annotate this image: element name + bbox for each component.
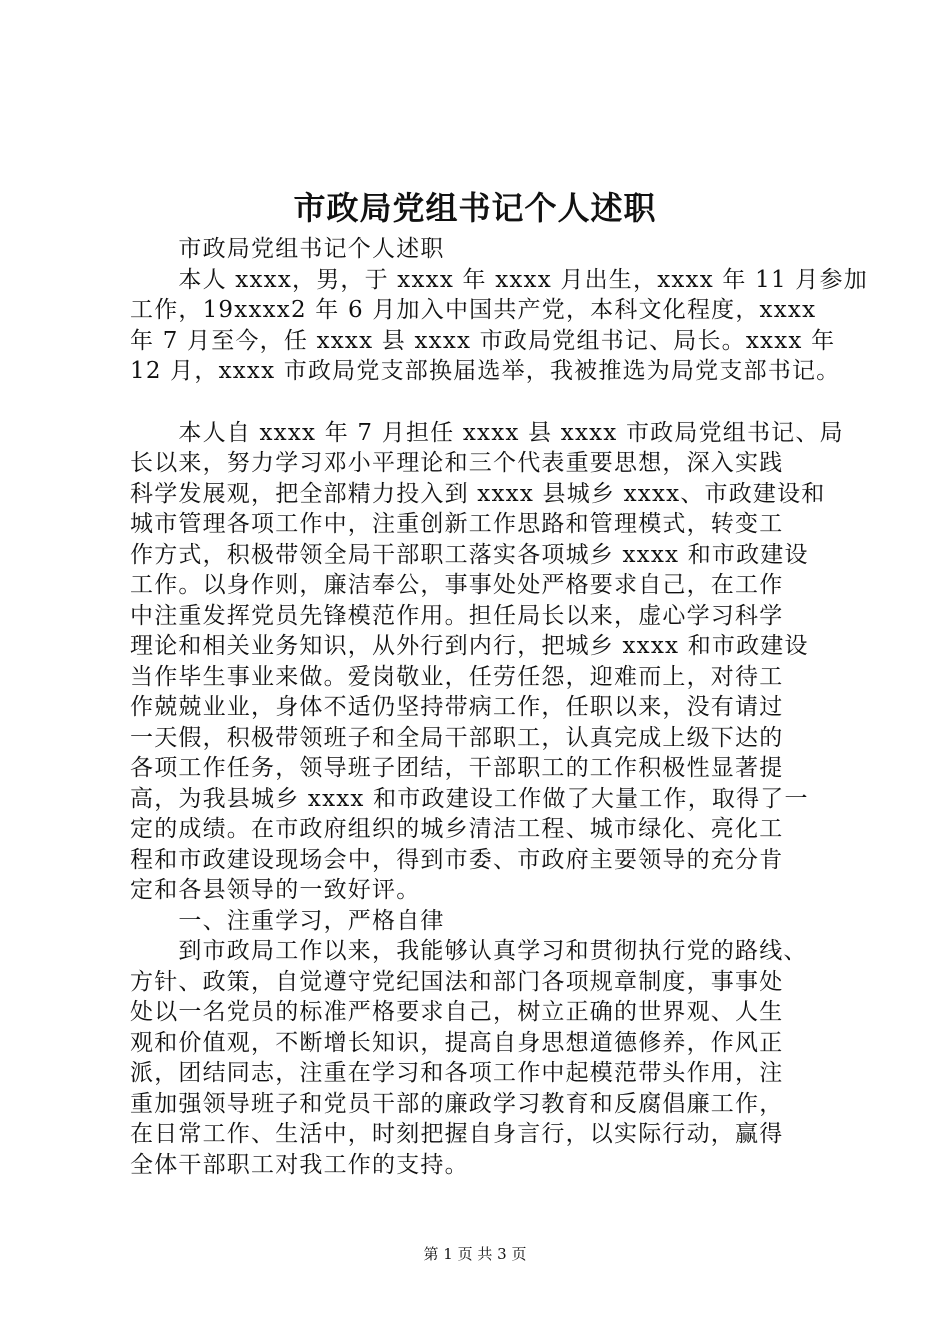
document-body bbox=[130, 234, 868, 1180]
body-line: 当作毕生事业来做。爱岗敬业，任劳任怨，迎难而上，对待工 bbox=[130, 663, 784, 690]
body-line: 理论和相关业务知识，从外行到内行，把城乡 xxxx 和市政建设 bbox=[130, 633, 809, 659]
body-line: 重加强领导班子和党员干部的廉政学习教育和反腐倡廉工作， bbox=[130, 1090, 784, 1117]
body-line: 12 月，xxxx 市政局党支部换届选举，我被推选为局党支部书记。 bbox=[130, 358, 841, 384]
section-heading: 一、注重学习，严格自律 bbox=[130, 907, 445, 934]
body-line: 科学发展观，把全部精力投入到 xxxx 县城乡 xxxx、市政建设和 bbox=[130, 480, 826, 507]
body-line: 长以来，努力学习邓小平理论和三个代表重要思想，深入实践 bbox=[130, 450, 784, 476]
body-line: 城市管理各项工作中，注重创新工作思路和管理模式，转变工 bbox=[130, 511, 784, 537]
body-line: 高，为我县城乡 xxxx 和市政建设工作做了大量工作，取得了一 bbox=[130, 785, 809, 812]
body-line: 各项工作任务，领导班子团结，干部职工的工作积极性显著提 bbox=[130, 755, 784, 781]
body-line: 处以一名党员的标准严格要求自己，树立正确的世界观、人生 bbox=[130, 999, 784, 1025]
body-line: 方针、政策，自觉遵守党纪国法和部门各项规章制度，事事处 bbox=[130, 968, 784, 995]
body-line: 一天假，积极带领班子和全局干部职工，认真完成上级下达的 bbox=[130, 724, 784, 751]
body-line: 工作，19xxxx2 年 6 月加入中国共产党，本科文化程度，xxxx bbox=[130, 297, 817, 323]
paragraph-gap bbox=[130, 387, 820, 418]
body-line: 观和价值观，不断增长知识，提高自身思想道德修养，作风正 bbox=[130, 1029, 784, 1056]
body-line: 作方式，积极带领全局干部职工落实各项城乡 xxxx 和市政建设 bbox=[130, 541, 809, 568]
body-line: 本人自 xxxx 年 7 月担任 xxxx 县 xxxx 市政局党组书记、局 bbox=[130, 419, 844, 446]
body-line: 程和市政建设现场会中，得到市委、市政府主要领导的充分肯 bbox=[130, 846, 784, 873]
body-line: 作兢兢业业，身体不适仍坚持带病工作，任职以来，没有请过 bbox=[130, 694, 784, 720]
body-line: 本人 xxxx，男，于 xxxx 年 xxxx 月出生，xxxx 年 11 月参加 bbox=[130, 266, 868, 293]
page-number-footer: 第 1 页 共 3 页 bbox=[423, 1245, 527, 1263]
body-line: 市政局党组书记个人述职 bbox=[130, 236, 445, 262]
body-line: 中注重发挥党员先锋模范作用。担任局长以来，虚心学习科学 bbox=[130, 602, 784, 629]
body-line: 工作。以身作则，廉洁奉公，事事处处严格要求自己，在工作 bbox=[130, 572, 784, 598]
document-title: 市政局党组书记个人述职 bbox=[293, 189, 657, 227]
body-line: 到市政局工作以来，我能够认真学习和贯彻执行党的路线、 bbox=[130, 938, 808, 964]
body-line: 派，团结同志，注重在学习和各项工作中起模范带头作用，注 bbox=[130, 1060, 784, 1086]
body-line: 全体干部职工对我工作的支持。 bbox=[130, 1151, 469, 1178]
body-line: 定的成绩。在市政府组织的城乡清洁工程、城市绿化、亮化工 bbox=[130, 816, 784, 842]
body-line: 在日常工作、生活中，时刻把握自身言行，以实际行动，赢得 bbox=[130, 1121, 784, 1147]
body-line: 定和各县领导的一致好评。 bbox=[130, 877, 421, 903]
body-line: 年 7 月至今，任 xxxx 县 xxxx 市政局党组书记、局长。xxxx 年 bbox=[130, 327, 836, 354]
